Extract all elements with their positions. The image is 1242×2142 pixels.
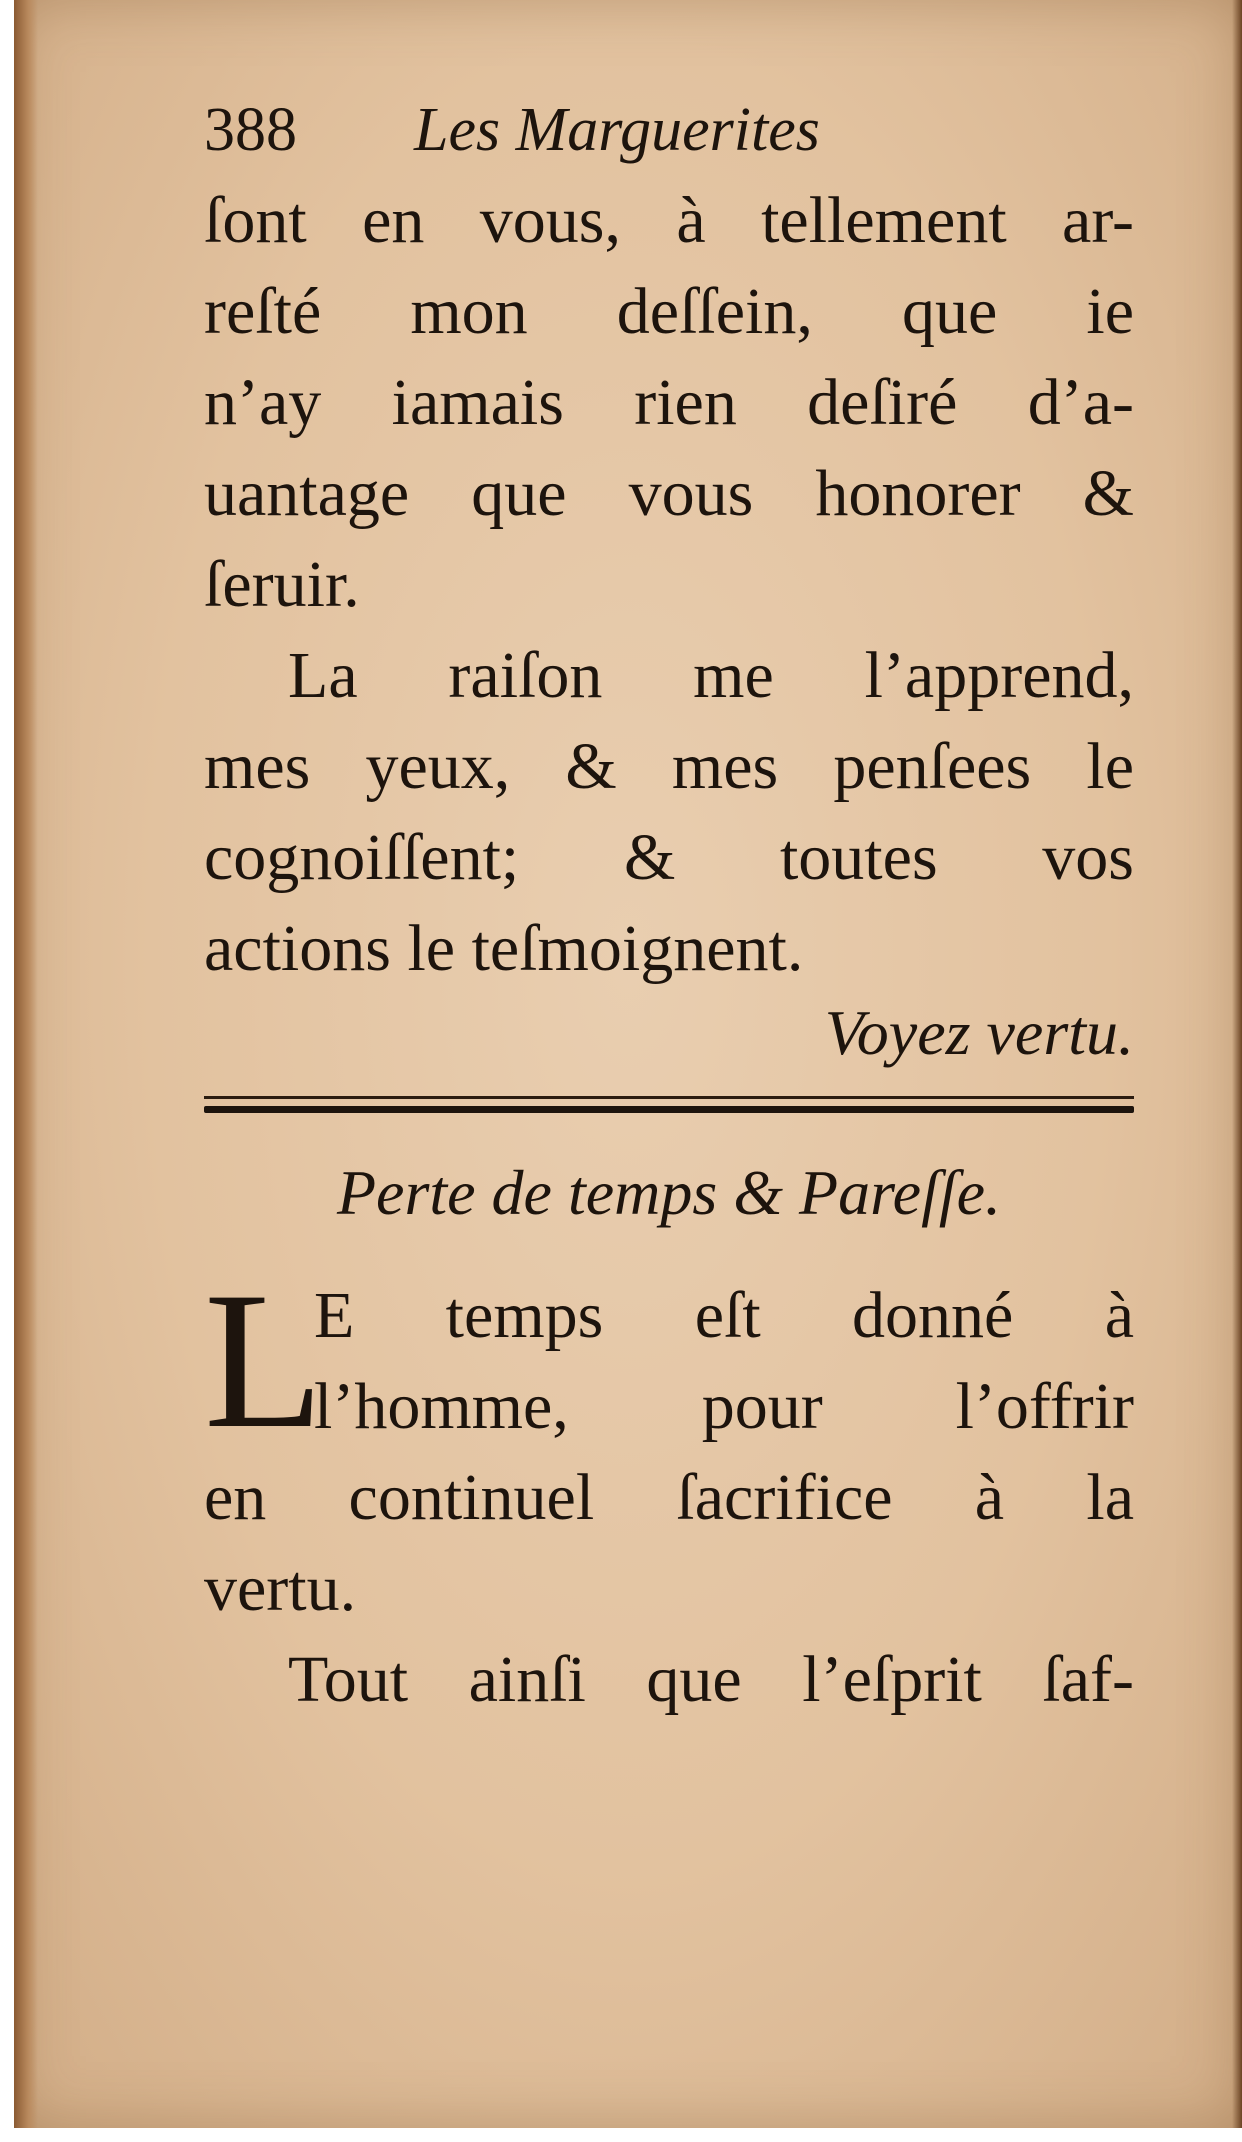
running-header — [204, 95, 1134, 175]
text-line: l’homme, pour l’offrir — [314, 1370, 1134, 1443]
cross-reference: Voyez vertu. — [824, 997, 1134, 1068]
section-divider — [204, 1092, 1134, 1122]
book-page — [14, 0, 1242, 2128]
paragraph-2 — [204, 630, 1134, 994]
text-line: E temps eſt donné à — [314, 1279, 1134, 1352]
drop-cap: L — [204, 1252, 324, 1469]
text-line: vertu. — [204, 1552, 357, 1625]
section-paragraph — [204, 1252, 1134, 1634]
divider-thick-line — [204, 1106, 1134, 1113]
section-title: Perte de temps & Pareſſe. — [336, 1157, 1002, 1228]
text-line: cognoiſſent; & toutes vos — [204, 821, 1134, 894]
page-number: 388 — [204, 96, 297, 164]
page-edge-right — [1232, 0, 1242, 2128]
text-line: actions le teſmoignent. — [204, 912, 804, 985]
text-line: en continuel ſacrifice à la — [204, 1461, 1134, 1534]
text-line: uantage que vous honorer & — [204, 457, 1134, 530]
text-block — [204, 95, 1134, 1725]
text-line: mes yeux, & mes penſees le — [204, 730, 1134, 803]
text-line: n’ay iamais rien deſiré d’a- — [204, 366, 1134, 439]
text-line: Tout ainſi que l’eſprit ſaf- — [288, 1643, 1134, 1716]
page-edge-left — [14, 0, 38, 2128]
text-line: ſont en vous, à tellement ar- — [204, 184, 1134, 257]
paragraph-1 — [204, 175, 1134, 630]
running-title: Les Marguerites — [414, 96, 820, 164]
divider-thin-line — [204, 1096, 1134, 1099]
text-line: reſté mon deſſein, que ie — [204, 275, 1134, 348]
text-line: La raiſon me l’apprend, — [288, 639, 1134, 712]
text-line: ſeruir. — [204, 548, 360, 621]
